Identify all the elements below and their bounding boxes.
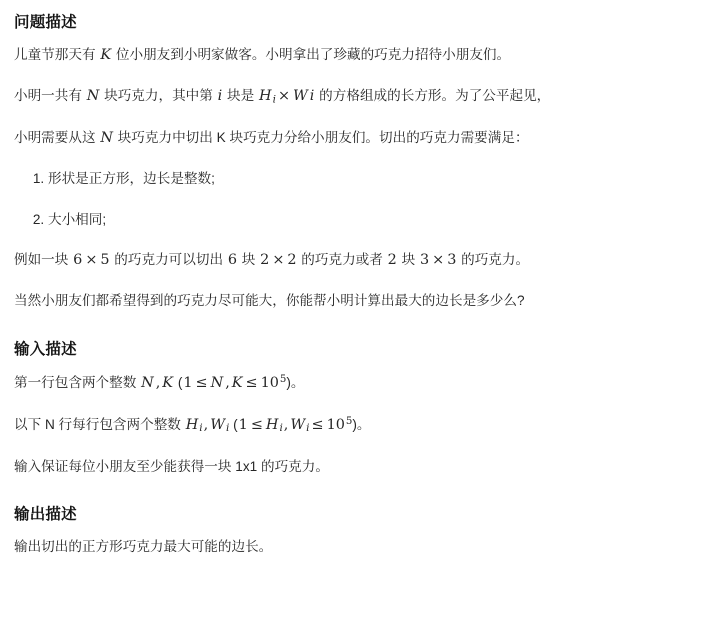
paragraph-chocolates: 小明一共有 N 块巧克力，其中第 i 块是 $H_i \times W$ i 的方格组成的长方形。为了公平起见， [14,88,551,106]
paragraph-example: 例如一块 6 × 5 的巧克力可以切出 6 块 2 × 2 的巧克力或者 2 块 3 × 3 的巧克力。 [14,252,530,269]
section-title-input-description: 输入描述 [14,340,77,358]
paragraph-input-following-lines: 以下 N 行每行包含两个整数 $H_i$, $W_i$ ($1 \le H_i$, $W_i \le 10^5$)。 [14,416,371,435]
conditions-list [14,170,699,229]
section-title-problem-description: 问题描述 [14,14,77,31]
paragraph-input-first-line: 第一行包含两个整数 N , K (1 ≤ N , $K \le 10^5$)。 [14,373,305,391]
paragraph-question: 当然小朋友们都希望得到的巧克力尽可能大，你能帮小明计算出最大的边长是多少么? [14,293,525,309]
section-title-output-description: 输出描述 [14,505,77,523]
paragraph-cut-rule: 小明需要从这 N 块巧克力中切出 K 块巧克力分给小朋友们。切出的巧克力需要满足： [14,129,529,146]
paragraph-input-guarantee: 输入保证每位小朋友至少能获得一块 1x1 的巧克力。 [14,458,329,474]
paragraph-guests: 儿童节那天有 K 位小朋友到小明家做客。小明拿出了珍藏的巧克力招待小朋友们。 [14,47,511,63]
paragraph-output: 输出切出的正方形巧克力最大可能的边长。 [14,538,273,554]
list-item: 2. 大小相同; [48,211,699,229]
list-item: 1. 形状是正方形，边长是整数; [48,170,699,188]
